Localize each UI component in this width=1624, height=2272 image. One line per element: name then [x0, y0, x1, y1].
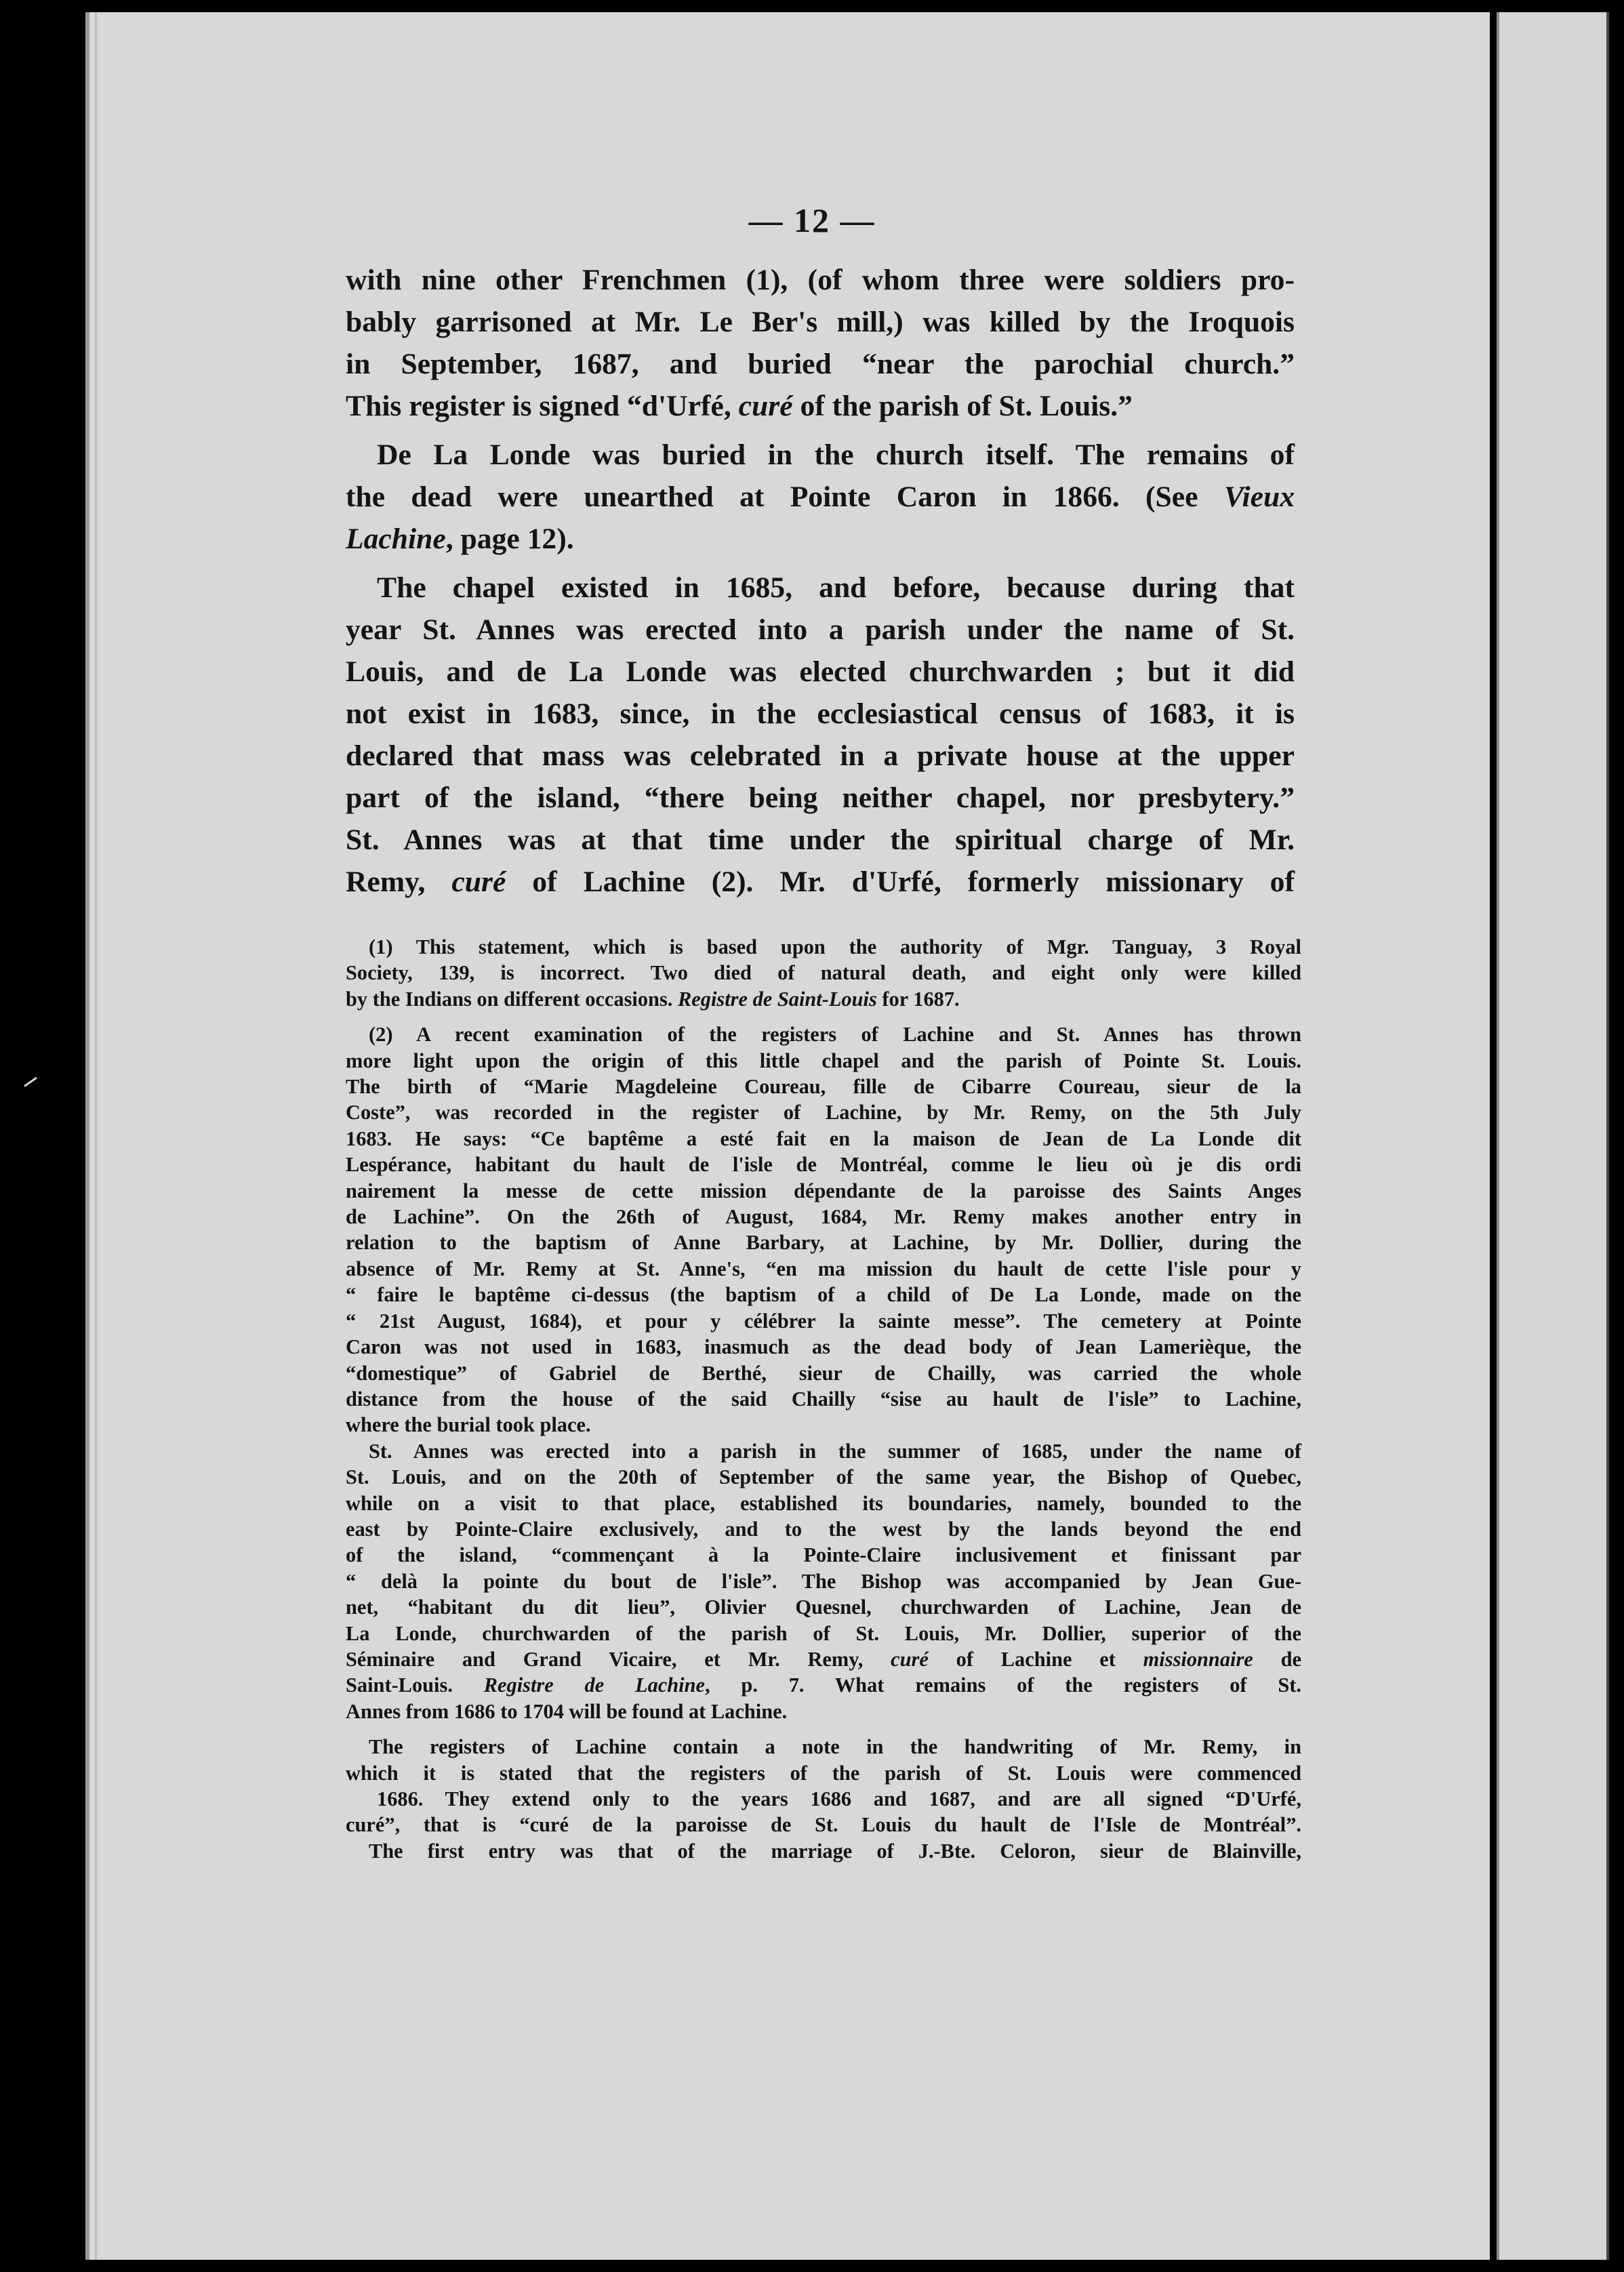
- adjacent-page-border: [1606, 12, 1609, 2260]
- footnote-4: The registers of Lachine contain a note in the handwriting of Mr. Remy, in which it is stated that the registers of the parish of St. Louis were commenced 1686. They extend only to the years 1686 and 1687, and are all signed “D'Urfé, curé”, that is “curé de la paroisse de St. Louis du hault de l'Isle de Montréal”. The first entry was that of the marriage of J.-Bte. Celoron, sieur de Blainville,: [346, 1735, 1301, 1863]
- paragraph-1: with nine other Frenchmen (1), (of whom three were soldiers pro- bably garrisoned at Mr. Le Ber's mill,) was killed by the Iroquois in September, 1687, and buried “near the parochial church.” This register is signed “d'Urfé, curé of the parish of St. Louis.”: [346, 264, 1295, 422]
- footnote-1: (1) This statement, which is based upon the authority of Mgr. Tanguay, 3 Royal Society, 139, is incorrect. Two died of natural death, and eight only were killed by the Indians on different occasions. Registre de Saint-Louis for 1687.: [346, 935, 1301, 1011]
- page-edge: [95, 12, 97, 2260]
- margin-mark: [18, 1069, 37, 1087]
- footnotes: [346, 934, 1301, 1864]
- footnote-2: (2) A recent examination of the registers of Lachine and St. Annes has thrown more light upon the origin of this little chapel and the parish of Pointe St. Louis. The birth of “Marie Magdeleine Coureau, fille de Cibarre Coureau, sieur de la Coste”, was recorded in the register of Lachine, by Mr. Remy, on the 5th July 1683. He says: “Ce baptême a esté fait en la maison de Jean de La Londe dit Lespérance, habitant du hault de l'isle de Montréal, comme le lieu où je dis ordi nairement la messe de cette mission dépendante de la paroisse des Saints Anges de Lachine”. On the 26th of August, 1684, Mr. Remy makes another entry in relation to the baptism of Anne Barbary, at Lachine, by Mr. Dollier, during the absence of Mr. Remy at St. Anne's, “en ma mission du hault de cette l'isle pour y “ faire le baptême ci-dessus (the baptism of a child of De La Londe, made on the “ 21st August, 1684), et pour y célébrer la sainte messe”. The cemetery at Pointe Caron was not used in 1683, inasmuch as the dead body of Jean Lamerièque, the “domestique” of Gabriel de Berthé, sieur de Chailly, was carried the whole distance from the house of the said Chailly “sise au hault de l'isle” to Lachine, where the burial took place.: [346, 1023, 1301, 1437]
- main-text: [346, 259, 1295, 903]
- adjacent-page-edge: [1497, 12, 1608, 2260]
- page-number: — 12 —: [748, 201, 876, 239]
- paragraph-2: De La Londe was buried in the church itself. The remains of the dead were unearthed at Pointe Caron in 1866. (See Vieux Lachine, page 12).: [346, 439, 1295, 555]
- paragraph-3: The chapel existed in 1685, and before, because during that year St. Annes was erected into a parish under the name of St. Louis, and de La Londe was elected churchwarden ; but it did not exist in 1683, since, in the ecclesiastical census of 1683, it is declared that mass was celebrated in a private house at the upper part of the island, “there being neither chapel, nor presbytery.” St. Annes was at that time under the spiritual charge of Mr. Remy, curé of Lachine (2). Mr. d'Urfé, formerly missionary of: [346, 571, 1295, 898]
- footnote-3: St. Annes was erected into a parish in the summer of 1685, under the name of St. Louis, and on the 20th of September of the same year, the Bishop of Quebec, while on a visit to that place, established its boundaries, namely, bounded to the east by Pointe-Claire exclusively, and to the west by the lands beyond the end of the island, “commençant à la Pointe-Claire inclusivement et finissant par “ delà la pointe du bout de l'isle”. The Bishop was accompanied by Jean Gue- net, “habitant du dit lieu”, Olivier Quesnel, churchwarden of Lachine, Jean de La Londe, churchwarden of the parish of St. Louis, Mr. Dollier, superior of the Séminaire and Grand Vicaire, et Mr. Remy, curé of Lachine et missionnaire de Saint-Louis. Registre de Lachine, p. 7. What remains of the registers of St. Annes from 1686 to 1704 will be found at Lachine.: [346, 1439, 1301, 1723]
